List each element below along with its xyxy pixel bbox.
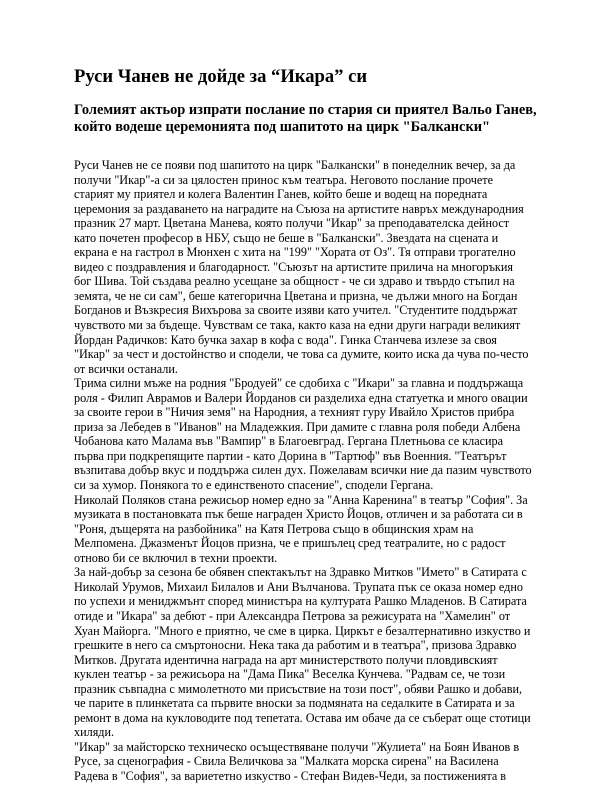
- subtitle-line: който водеше церемонията под шапитото на цирк "Балкански": [74, 119, 491, 135]
- article-paragraph: [74, 565, 564, 740]
- paragraph-line: земята, че не си сам", беше категорична Цветана и призна, че дължи много на Богдан: [74, 288, 518, 303]
- paragraph-line: Чобанова като Малама във "Вампир" в Благоевград. Гергана Плетньова се класира: [74, 434, 504, 449]
- paragraph-line: си за хумор. Понякога то е единственото спасение", сподели Гергана.: [74, 478, 434, 493]
- paragraph-line: грешките в него са смъртоносни. Нека така да работим и в театъра", призова Здравко: [74, 638, 517, 653]
- paragraph-line: получи "Икар"-а си за цялостен принос към театъра. Неговото послание прочете: [74, 172, 494, 187]
- paragraph-line: Митков. Другата идентична награда на арт министерството получи пловдивският: [74, 652, 498, 667]
- paragraph-line: Йордан Радичков: Като бучка захар в кофа с вода". Гинка Станчева излезе за своя: [74, 332, 497, 347]
- paragraph-line: екрана е на гастрол в Мюнхен с хита на "199" "Хората от Оз". Тя отправи трогателно: [74, 245, 516, 260]
- article-paragraph: [74, 493, 564, 566]
- paragraph-line: за своите герои в "Ничия земя" на Народния, а техният гуру Ивайло Христов прибра: [74, 405, 515, 420]
- paragraph-line: Радева в "София", за вариететно изкуство - Стефан Видев-Чеди, за постиженията в: [74, 768, 507, 783]
- paragraph-line: Трима силни мъже на родния "Бродуей" се сдобиха с "Икари" за главна и поддържаща: [74, 376, 524, 391]
- paragraph-line: отново би се включил в техни проекти.: [74, 550, 278, 565]
- paragraph-line: Николай Урумов, Михаил Билалов и Ани Вълчанова. Трупата пък се оказа номер едно: [74, 579, 523, 594]
- article-title: Руси Чанев не дойде за “Икара” си: [74, 66, 368, 87]
- paragraph-line: роля - Филип Аврамов и Валери Йорданов си разделиха една статуетка и много овации: [74, 390, 528, 405]
- paragraph-line: "Икар" за чест и достойнство и сподели, че това са думите, които иска да чува по-често: [74, 347, 529, 362]
- paragraph-line: церемония за раздаването на наградите на Съюза на артистите навръх международния: [74, 201, 524, 216]
- article-paragraph: [74, 740, 564, 784]
- paragraph-line: ремонт в дома на кукловодите под тепетата. Остава им обаче да се съберат още стотици: [74, 710, 531, 725]
- paragraph-line: куклен театър - за режисьора на "Дама Пика" Веселка Кунчева. "Радвам се, че този: [74, 667, 506, 682]
- paragraph-line: отиде и "Икара" за дебют - при Александра Петрова за режисурата на "Хамелин" от: [74, 608, 511, 623]
- article-body: [74, 158, 564, 784]
- document-page: [74, 0, 564, 800]
- paragraph-line: Русе, за сценография - Свила Величкова за "Малката морска сирена" на Василена: [74, 754, 499, 769]
- paragraph-line: като почетен професор в НБУ, също не беше в "Балкански". Звездата на сцената и: [74, 230, 499, 245]
- article-paragraph: [74, 376, 564, 492]
- paragraph-line: Мелпомена. Джазменът Йоцов призна, че е пришълец сред театралите, но с радост: [74, 536, 506, 551]
- paragraph-line: от всички останали.: [74, 361, 178, 376]
- paragraph-line: приза за Лебедев в "Иванов" на Младежкия. При дамите с главна роля победи Албена: [74, 419, 521, 434]
- paragraph-line: бог Шива. Той създава реално усещане за общност - че си здраво и твърдо стъпил на: [74, 274, 515, 289]
- paragraph-line: "Роня, дъщерята на разбойника" на Катя Петрова също в общинския храм на: [74, 521, 474, 536]
- paragraph-line: "Икар" за майсторско техническо осъществяване получи "Жулиета" на Боян Иванов в: [74, 739, 520, 754]
- subtitle-line: Големият актьор изпрати послание по стария си приятел Вальо Ганев,: [74, 102, 537, 118]
- paragraph-line: Хуан Майорга. "Много е приятно, че сме в цирка. Циркът е безалтернативно изкуство и: [74, 623, 531, 638]
- article-paragraph: [74, 158, 564, 376]
- paragraph-line: хиляди.: [74, 725, 115, 740]
- paragraph-line: чувството ми за бъдеще. Чувствам се така, както каза на едни други награди великият: [74, 318, 521, 333]
- paragraph-line: празник съвпадна с мимолетното ми присъствие на този пост", обяви Рашко и добави,: [74, 681, 523, 696]
- paragraph-line: възпитава добър вкус и поддържа силен дух. Пожелавам всички ние да пазим чувството: [74, 463, 532, 478]
- paragraph-line: празник 27 март. Цветана Манева, която получи "Икар" за преподавателска дейност: [74, 216, 510, 231]
- paragraph-line: първа при подкрепящите партии - като Дорина в "Тартюф" във Военния. "Театърът: [74, 448, 507, 463]
- paragraph-line: че парите в плинкетата са първите вноски за подмяната на седалките в Сатирата и за: [74, 696, 515, 711]
- paragraph-line: по успехи и мениджмънт според министъра на културата Рашко Младенов. В Сатирата: [74, 594, 527, 609]
- paragraph-line: Николай Поляков стана режисьор номер едно за "Анна Каренина" в театър "София". За: [74, 492, 528, 507]
- paragraph-line: Богданов и Възкресия Вихърова за своите изяви като учител. "Студентите поддържат: [74, 303, 518, 318]
- paragraph-line: видео с поздравления и благодарност. "Съюзът на артистите прилича на многоръкия: [74, 259, 513, 274]
- paragraph-line: музиката в постановката пък беше награден Христо Йоцов, отличен и за работата си в: [74, 507, 523, 522]
- paragraph-line: За най-добър за сезона бе обявен спектакълът на Здравко Митков "Името" в Сатирата с: [74, 565, 527, 580]
- article-subtitle: [74, 102, 564, 136]
- paragraph-line: старият му приятел и колега Валентин Ганев, който беше и водещ на поредната: [74, 187, 488, 202]
- paragraph-line: Руси Чанев не се появи под шапитото на цирк "Балкански" в понеделник вечер, за да: [74, 158, 516, 172]
